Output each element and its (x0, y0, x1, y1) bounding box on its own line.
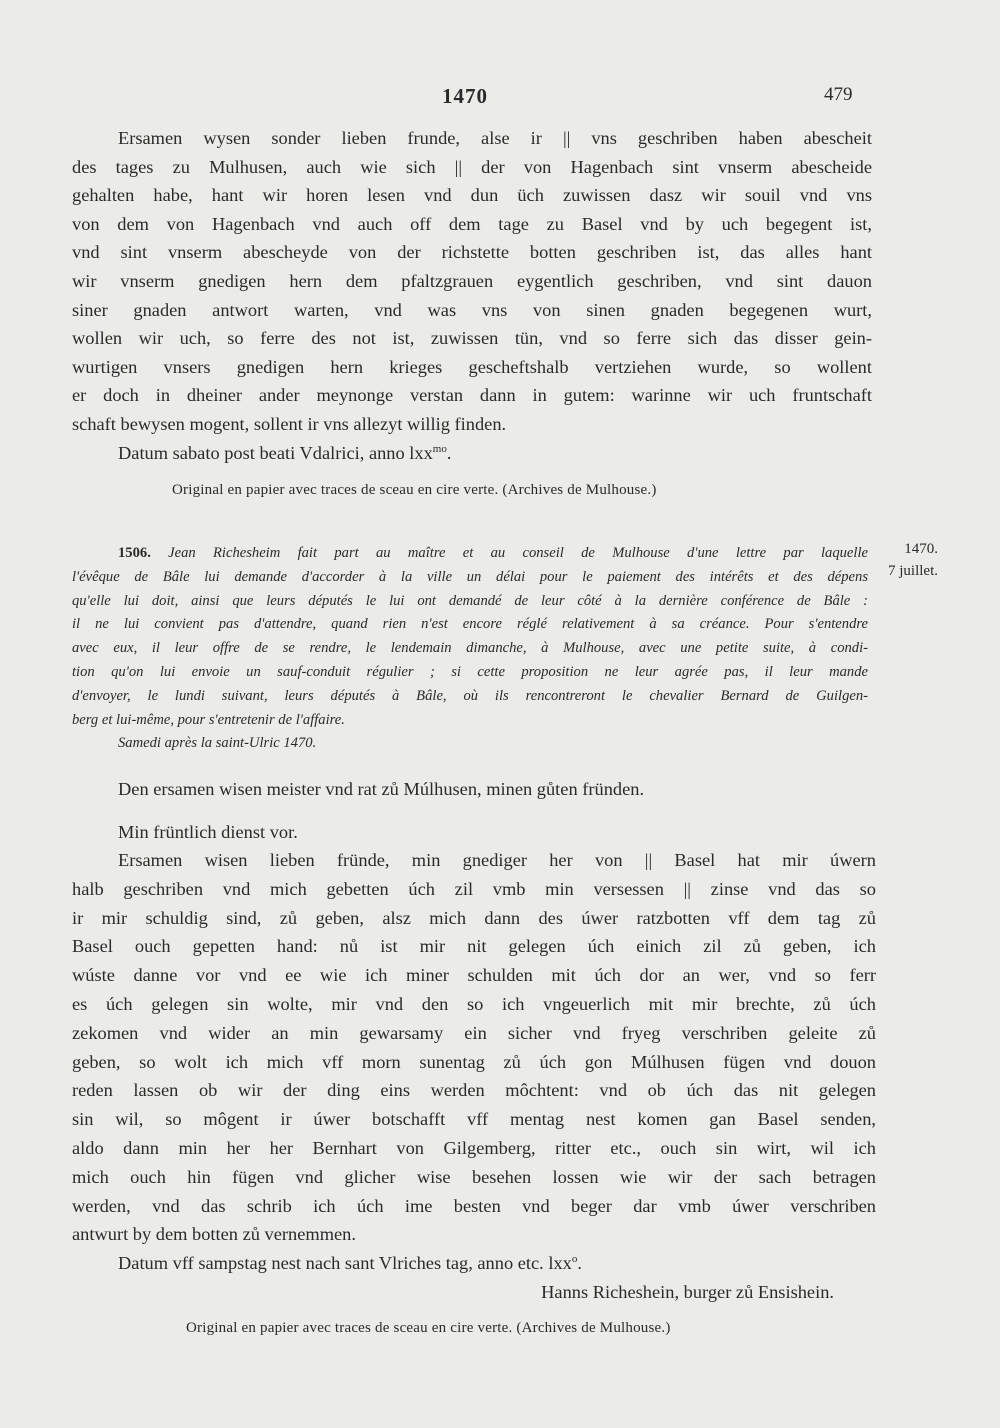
page-number: 479 (824, 84, 853, 105)
previous-letter-text (72, 124, 872, 467)
text-line: er doch in dheiner ander meynonge verstan dann in gutem: warinne wir uch fruntschaft (72, 385, 872, 406)
text-line: wollen wir uch, so ferre des not ist, zuwissen tün, vnd so ferre sich das disser gein- (72, 328, 872, 349)
letter-address (72, 775, 872, 804)
source-note: Original en papier avec traces de sceau en cire verte. (Archives de Mulhouse.) (172, 482, 657, 498)
letter-body (72, 846, 876, 1307)
summary-line: 1506. Jean Richesheim fait part au maître et au conseil de Mulhouse d'une lettre par laquelle (118, 545, 868, 561)
text-line: sin wil, so môgent ir úwer botschafft vff mentag nest komen gan Basel senden, (72, 1109, 876, 1130)
text-line: schaft bewysen mogent, sollent ir vns allezyt willig finden. (72, 413, 507, 434)
summary-line: avec eux, il leur offre de se rendre, le lendemain dimanche, à Mulhouse, avec une petite suite, à condi- (72, 640, 868, 657)
letter-greeting (72, 818, 872, 847)
text-line: siner gnaden antwort warten, vnd was vns von sinen gnaden begegenen wurt, (72, 299, 872, 320)
text-line: aldo dann min her her Bernhart von Gilgemberg, ritter etc., ouch sin wirt, wil ich (72, 1137, 876, 1158)
source-note: Original en papier avec traces de sceau en cire verte. (Archives de Mulhouse.) (186, 1320, 671, 1336)
text-line: des tages zu Mulhusen, auch wie sich || der von Hagenbach sint vnserm abescheide (72, 156, 872, 177)
summary-line: qu'elle lui doit, ainsi que leurs députés le lui ont demandé de leur côté à la dernière conférence de Bâle : (72, 592, 868, 609)
summary-line: tion qu'on lui envoie un sauf-conduit régulier ; si cette proposition ne leur agrée pas, il leur mande (72, 663, 868, 680)
text-line: Ersamen wisen lieben fründe, min gnediger her von || Basel hat mir úwern (118, 850, 876, 870)
text-line: es úch gelegen sin wolte, mir vnd den so ich vngeuerlich mit mir brechte, zů úch (72, 993, 876, 1014)
text-line: gehalten habe, hant wir horen lesen vnd dun üch zuwissen dasz wir souil vnd vns (72, 185, 872, 206)
text-line: Basel ouch gepetten hand: nů ist mir nit gelegen úch einich zil zů geben, ich (72, 936, 876, 957)
running-header-year: 1470 (442, 84, 488, 108)
address-line: Den ersamen wisen meister vnd rat zů Múlhusen, minen gůten fründen. (118, 779, 645, 799)
summary-line: d'envoyer, le lundi suivant, leurs députés à Bâle, où ils rencontreront le chevalier Bernard de Guilgen- (72, 687, 868, 704)
text-line: wúste danne vor vnd ee wie ich miner schulden mit úch dor an wer, vnd so ferr (72, 965, 876, 986)
document-summary (72, 542, 868, 756)
text-line: wurtigen vnsers gnedigen hern krieges gescheftshalb vertziehen wurde, so wollent (72, 356, 872, 377)
text-line: reden lassen ob wir der ding eins werden môchtent: vnd ob úch das nit gelegen (72, 1080, 876, 1101)
document-number: 1506. (118, 545, 151, 561)
text-line: halb geschriben vnd mich gebetten úch zil vmb min versessen || zinse vnd das so (72, 878, 876, 899)
text-line: Ersamen wysen sonder lieben frunde, alse ir || vns geschriben haben abescheit (118, 128, 872, 148)
dating-clause: Datum vff sampstag nest nach sant Vlriches tag, anno etc. lxx$^o$. (118, 1253, 582, 1274)
dating-clause: Datum sabato post beati Vdalrici, anno lxx$^{mo}$. (118, 442, 452, 463)
text-line: vnd sint vnserm abescheyde von der richstette botten geschriben ist, das alles hant (72, 242, 872, 263)
text-line: wir vnserm gnedigen hern dem pfaltzgrauen eygentlich geschriben, vnd sint dauon (72, 270, 872, 291)
greeting-line: Min früntlich dienst vor. (118, 822, 298, 842)
summary-line: il ne lui convient pas d'attendre, quand rien n'est encore réglé relativement à sa créance. Pour s'entendre (72, 616, 868, 633)
text-line: geben, so wolt ich mich vff morn sunentag zů úch gon Múlhusen fügen vnd douon (72, 1051, 876, 1072)
margin-date: 1470. 7 juillet. (888, 541, 938, 579)
summary-line: l'évêque de Bâle lui demande d'accorder à la ville un délai pour le paiement des intérêts et des dépens (72, 568, 868, 585)
text-line: zekomen vnd wider an min gewarsamy ein sicher vnd fryeg verschriben geleite zů (72, 1022, 876, 1043)
text-line: von dem von Hagenbach vnd auch off dem tage zu Basel vnd by uch begegent ist, (72, 213, 872, 234)
text-line: mich ouch hin fügen vnd glicher wise besehen lossen wie wir der sach betragen (72, 1166, 876, 1187)
text-line: werden, vnd das schrib ich úch ime besten vnd beger dar vmb úwer verschriben (72, 1195, 876, 1216)
summary-date: Samedi après la saint-Ulric 1470. (118, 735, 317, 752)
signature: Hanns Richeshein, burger zů Ensishein. (541, 1281, 834, 1302)
text-line: ir mir schuldig sind, zů geben, alsz mich dann des úwer ratzbotten vff dem tag zů (72, 907, 876, 928)
text-line: antwurt by dem botten zů vernemmen. (72, 1224, 356, 1245)
summary-line: berg et lui-même, pour s'entretenir de l'affaire. (72, 711, 345, 728)
